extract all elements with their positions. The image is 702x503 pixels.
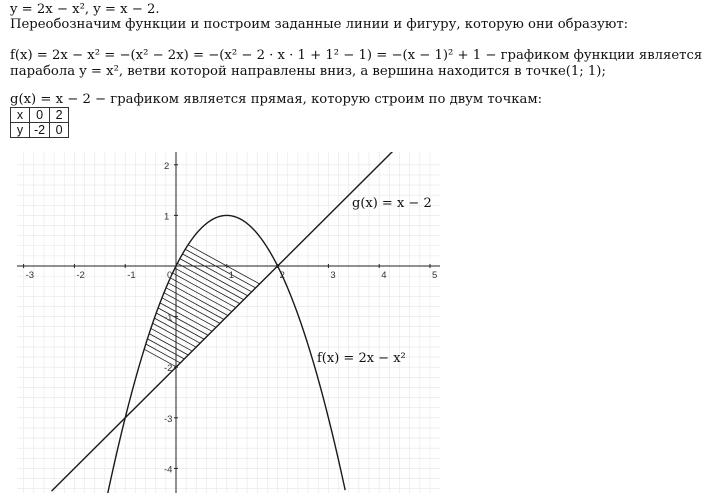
hatch-line [180, 259, 248, 296]
table-head-x: x [11, 108, 30, 123]
hatch-line [151, 329, 192, 351]
y-tick-label: -2 [164, 363, 173, 375]
f-description-text: парабола y = x², ветви которой направлены вниз, а вершина находится в точке(1; 1); [10, 64, 606, 79]
y-tick-label: -1 [164, 312, 173, 324]
f-derivation-text: f(x) = 2x − x² = −(x² − 2x) = −(x² − 2 · x · 1 + 1² − 1) = −(x − 1)² + 1 − графиком функции является [10, 48, 702, 63]
table-cell: 0 [50, 123, 69, 138]
x-tick-label: 1 [228, 270, 235, 281]
g-description-text: g(x) = x − 2 − графиком является прямая, которую строим по двум точкам: [10, 92, 543, 107]
y-tick-label: -4 [164, 464, 173, 476]
table-cell: 0 [30, 108, 50, 123]
problem-statement: y = 2x − x², y = x − 2. [10, 2, 160, 17]
hatch-line [168, 283, 227, 316]
hatch-line [166, 288, 223, 319]
tick-label-origin: 0 [167, 270, 173, 281]
hatch-line [155, 318, 200, 343]
x-tick-label: 5 [432, 270, 438, 281]
line-g [52, 150, 395, 492]
y-tick-label: 1 [164, 211, 170, 223]
x-tick-label: 2 [279, 270, 285, 281]
series-label-f: f(x) = 2x − x² [317, 351, 406, 366]
y-tick-label: -3 [164, 413, 173, 425]
table-cell: 2 [50, 108, 69, 123]
x-tick-label: 4 [381, 270, 387, 281]
x-tick-label: -2 [76, 270, 85, 281]
x-tick-label: 3 [330, 270, 336, 281]
curves [52, 150, 395, 503]
x-tick-label: -1 [127, 270, 136, 281]
intro-text: Переобозначим функции и построим заданные линии и фигуру, которую они образуют: [10, 17, 629, 32]
table-head-y: y [11, 123, 30, 138]
hatch-line [188, 245, 259, 284]
x-tick-label: -3 [25, 270, 35, 281]
table-cell: -2 [30, 123, 50, 138]
hatch-line [164, 293, 219, 323]
series-label-g: g(x) = x − 2 [352, 196, 432, 211]
y-tick-label: 2 [164, 160, 170, 172]
